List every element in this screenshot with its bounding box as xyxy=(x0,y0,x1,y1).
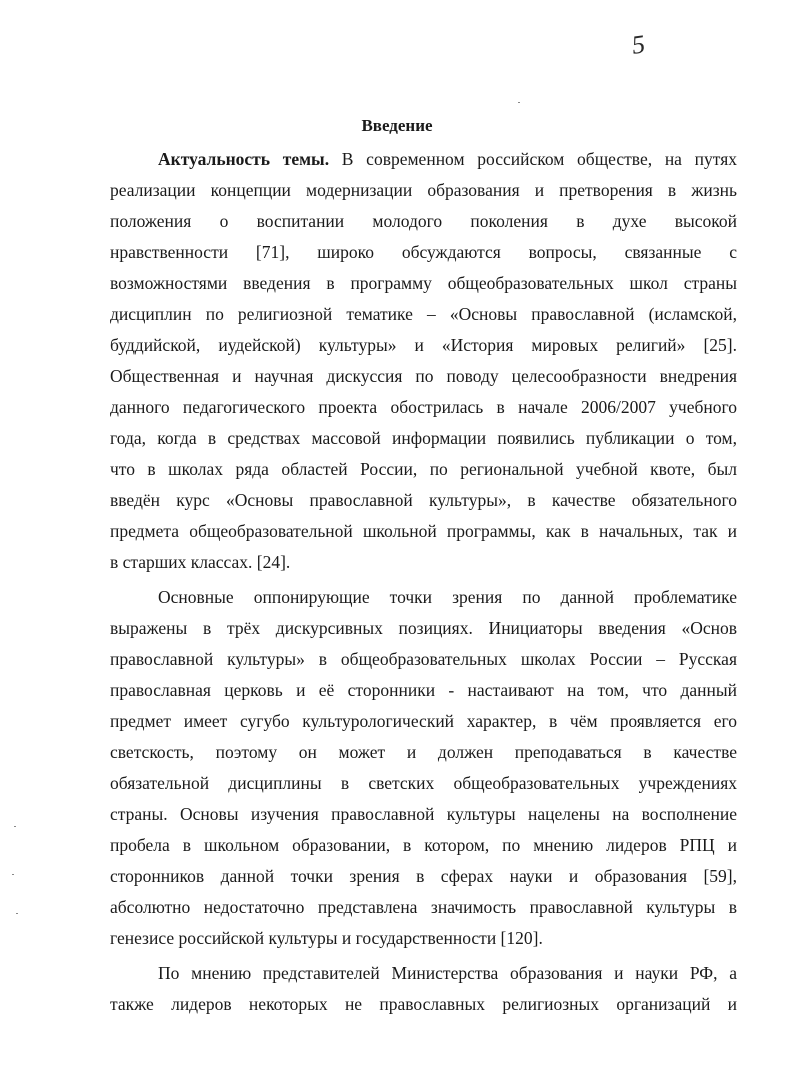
text-line: По мнению представителей Министерства образования и науки РФ, а xyxy=(158,963,737,983)
text-line: сторонников данной точки зрения в сферах науки и образования [59], xyxy=(110,866,737,886)
text-line: дисциплин по религиозной тематике – «Основы православной (исламской, xyxy=(110,304,737,324)
text-line: светскость, поэтому он может и должен преподаваться в качестве xyxy=(110,742,737,762)
text-line: пробела в школьном образовании, в котором, по мнению лидеров РПЦ и xyxy=(110,835,737,855)
text-line: буддийской, иудейской) культуры» и «История мировых религий» [25]. xyxy=(110,335,737,355)
text-line: страны. Основы изучения православной культуры нацелены на восполнение xyxy=(110,804,737,824)
text-line: обязательной дисциплины в светских общеобразовательных учреждениях xyxy=(110,773,737,793)
scan-speck xyxy=(14,826,16,827)
text-line: предмета общеобразовательной школьной программы, как в начальных, так и xyxy=(110,521,737,541)
handwritten-page-number: 5 xyxy=(629,29,647,60)
text-line: Общественная и научная дискуссия по поводу целесообразности внедрения xyxy=(110,366,737,386)
text-line: абсолютно недостаточно представлена значимость православной культуры в xyxy=(110,897,737,917)
text-line: года, когда в средствах массовой информации появились публикации о том, xyxy=(110,428,737,448)
text-line: что в школах ряда областей России, по региональной учебной квоте, был xyxy=(110,459,737,479)
text-line: положения о воспитании молодого поколения в духе высокой xyxy=(110,211,737,231)
scan-speck xyxy=(518,102,520,103)
text-line: возможностями введения в программу общеобразовательных школ страны xyxy=(110,273,737,293)
text-line: реализации концепции модернизации образования и претворения в жизнь xyxy=(110,180,737,200)
text-line: выражены в трёх дискурсивных позициях. Инициаторы введения «Основ xyxy=(110,618,737,638)
text-line: нравственности [71], широко обсуждаются вопросы, связанные с xyxy=(110,242,737,262)
scan-speck xyxy=(12,874,14,875)
text-line: предмет имеет сугубо культурологический характер, в чём проявляется его xyxy=(110,711,737,731)
text-line: генезисе российской культуры и государственности [120]. xyxy=(110,928,543,948)
lead-bold-text: Актуальность темы. xyxy=(158,149,330,169)
scan-speck xyxy=(16,913,18,914)
paragraph-1-line-1 xyxy=(158,148,737,170)
text-line: в старших классах. [24]. xyxy=(110,552,291,572)
text-line: В современном российском обществе, на путях xyxy=(329,149,737,169)
text-line: православная церковь и её сторонники - настаивают на том, что данный xyxy=(110,680,737,700)
text-line: данного педагогического проекта обострилась в начале 2006/2007 учебного xyxy=(110,397,737,417)
text-line: Основные оппонирующие точки зрения по данной проблематике xyxy=(158,587,737,607)
text-line: также лидеров некоторых не православных религиозных организаций и xyxy=(110,994,737,1014)
section-title: Введение xyxy=(361,116,433,135)
text-line: православной культуры» в общеобразовательных школах России – Русская xyxy=(110,649,737,669)
text-line: введён курс «Основы православной культуры», в качестве обязательного xyxy=(110,490,737,510)
